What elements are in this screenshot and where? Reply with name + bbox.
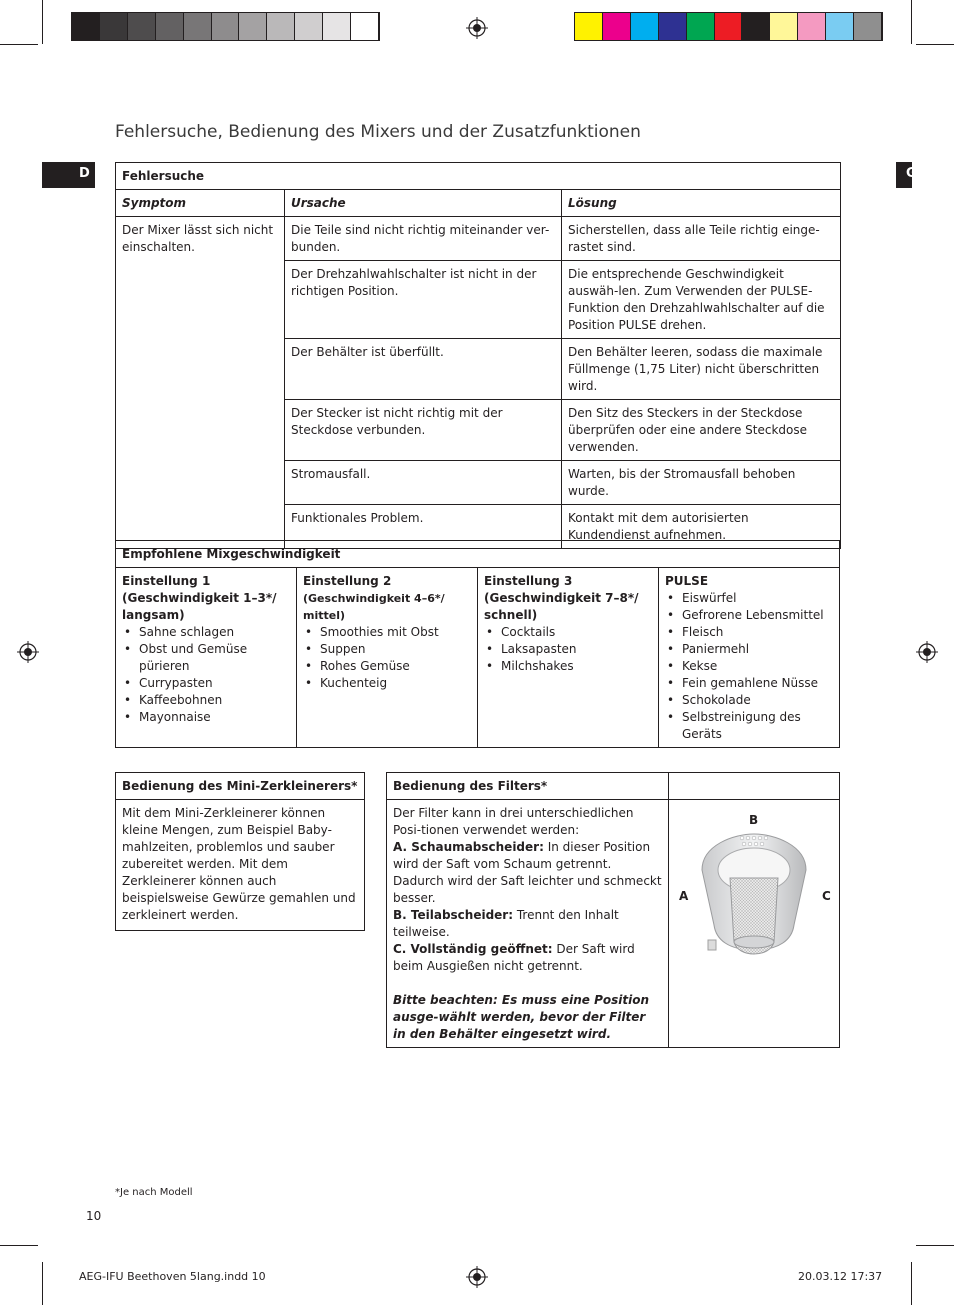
speed-column	[478, 568, 659, 748]
color-swatch	[100, 13, 128, 40]
filter-option-c	[393, 941, 662, 975]
speed-list	[303, 624, 471, 692]
speed-title: Einstellung 3	[484, 574, 573, 588]
troubleshooting-table	[115, 162, 841, 549]
list-item: • Rohes Gemüse	[303, 658, 471, 675]
speed-column	[116, 568, 297, 748]
speed-column	[297, 568, 478, 748]
column-header-solution: Lösung	[562, 190, 841, 217]
speed-list	[484, 624, 652, 675]
color-swatch	[687, 13, 715, 40]
filter-option-b	[393, 907, 662, 941]
color-swatch	[826, 13, 854, 40]
column-header-cause: Ursache	[285, 190, 562, 217]
list-item: • Kaffeebohnen	[122, 692, 290, 709]
color-swatch	[575, 13, 603, 40]
cause-cell: Stromausfall.	[285, 461, 562, 505]
crop-mark	[916, 1245, 954, 1246]
color-swatch	[631, 13, 659, 40]
list-item: • Kekse	[665, 658, 833, 675]
speed-table	[115, 540, 840, 748]
speed-subtitle: schnell)	[484, 608, 538, 622]
list-item: • Selbstreinigung des Geräts	[665, 709, 833, 743]
registration-mark-icon	[17, 641, 39, 663]
filter-option-text: In dieser Position wird der Saft vom Schaum getrennt. Dadurch wird der Saft leichter und schmeckt besser.	[393, 840, 662, 905]
figure-label-b: B	[749, 813, 759, 827]
crop-mark	[911, 0, 912, 44]
figure-label-c: C	[822, 889, 831, 903]
page-title: Fehlersuche, Bedienung des Mixers und der Zusatzfunktionen	[115, 122, 641, 142]
symptom-cell: Der Mixer lässt sich nicht einschalten.	[116, 217, 285, 549]
page-number: 10	[86, 1209, 102, 1223]
filter-figure-cell	[669, 800, 840, 1048]
speed-heading: Empfohlene Mixgeschwindigkeit	[116, 541, 840, 568]
list-item: • Smoothies mit Obst	[303, 624, 471, 641]
filter-intro: Der Filter kann in drei unterschiedlichen Posi-tionen verwendet werden:	[393, 806, 634, 837]
filter-text	[387, 800, 669, 1048]
tab-label: G	[906, 166, 917, 181]
solution-cell: Die entsprechende Geschwindigkeit auswäh-len. Zum Verwenden der PULSE-Funktion den Drehzahlwahlschalter auf die Position PULSE drehen.	[562, 261, 841, 339]
speed-title: PULSE	[665, 574, 709, 588]
crop-mark	[911, 1262, 912, 1305]
language-tab-left	[42, 162, 95, 188]
list-item: • Gefrorene Lebensmittel	[665, 607, 833, 624]
table-row	[116, 217, 841, 261]
color-swatch	[742, 13, 770, 40]
color-swatch	[351, 13, 379, 40]
color-swatch	[239, 13, 267, 40]
color-swatch	[184, 13, 212, 40]
cause-cell: Funktionales Problem.	[285, 505, 562, 549]
crop-mark	[916, 44, 954, 45]
crop-mark	[42, 1262, 43, 1305]
speed-subtitle: langsam)	[122, 608, 185, 622]
figure-label-a: A	[679, 889, 689, 903]
color-swatch	[854, 13, 882, 40]
cause-cell: Der Behälter ist überfüllt.	[285, 339, 562, 400]
slug-filename: AEG-IFU Beethoven 5lang.indd 10	[79, 1270, 266, 1283]
color-swatch	[212, 13, 240, 40]
list-item: • Milchshakes	[484, 658, 652, 675]
cause-cell: Der Drehzahlwahlschalter ist nicht in der richtigen Position.	[285, 261, 562, 339]
solution-cell: Den Behälter leeren, sodass die maximale Füllmenge (1,75 Liter) nicht überschritten wird.	[562, 339, 841, 400]
footnote: *Je nach Modell	[115, 1187, 193, 1198]
filter-note: Bitte beachten: Es muss eine Position ausge-wählt werden, bevor der Filter in den Behälter eingesetzt wird.	[393, 993, 649, 1041]
solution-cell: Den Sitz des Steckers in der Steckdose überprüfen oder eine andere Steckdose verwenden.	[562, 400, 841, 461]
color-swatch	[770, 13, 798, 40]
solution-cell: Sicherstellen, dass alle Teile richtig einge-rastet sind.	[562, 217, 841, 261]
color-swatch	[659, 13, 687, 40]
list-item: • Suppen	[303, 641, 471, 658]
filter-option-label: A. Schaumabscheider:	[393, 840, 544, 854]
color-swatch	[72, 13, 100, 40]
speed-list	[122, 624, 290, 726]
speed-title: Einstellung 2	[303, 574, 392, 588]
solution-cell: Warten, bis der Stromausfall behoben wurde.	[562, 461, 841, 505]
column-header-symptom: Symptom	[116, 190, 285, 217]
list-item: • Sahne schlagen	[122, 624, 290, 641]
speed-subtitle: mittel)	[303, 609, 346, 622]
speed-subtitle: (Geschwindigkeit 7–8*/	[484, 591, 639, 605]
registration-mark-icon	[916, 641, 938, 663]
list-item: • Paniermehl	[665, 641, 833, 658]
crop-mark	[42, 0, 43, 44]
color-swatch	[715, 13, 743, 40]
color-swatch	[798, 13, 826, 40]
filter-heading: Bedienung des Filters*	[387, 773, 669, 800]
registration-mark-icon	[466, 17, 488, 39]
tab-label: D	[79, 166, 90, 181]
filter-option-a	[393, 839, 662, 907]
filter-option-text: Trennt den Inhalt teilweise.	[393, 908, 619, 939]
registration-mark-icon	[466, 1266, 488, 1288]
filter-heading-empty	[669, 773, 840, 800]
list-item: • Mayonnaise	[122, 709, 290, 726]
speed-subtitle: (Geschwindigkeit 4–6*/	[303, 592, 445, 605]
color-swatch	[323, 13, 351, 40]
crop-mark	[0, 1245, 38, 1246]
list-item: • Laksapasten	[484, 641, 652, 658]
speed-title: Einstellung 1	[122, 574, 211, 588]
crop-mark	[0, 44, 38, 45]
cause-cell: Die Teile sind nicht richtig miteinander ver-bunden.	[285, 217, 562, 261]
process-color-bar	[574, 12, 883, 41]
filter-option-text: Der Saft wird beim Ausgießen nicht getrennt.	[393, 942, 635, 973]
color-swatch	[156, 13, 184, 40]
filter-table	[386, 772, 840, 1048]
list-item: • Fleisch	[665, 624, 833, 641]
list-item: • Currypasten	[122, 675, 290, 692]
slug-timestamp: 20.03.12 17:37	[798, 1270, 883, 1283]
mini-chopper-heading: Bedienung des Mini-Zerkleinerers*	[116, 773, 365, 800]
mini-chopper-text: Mit dem Mini-Zerkleinerer können kleine Mengen, zum Beispiel Baby-mahlzeiten, problemlos und sauber zubereitet werden. Mit dem Zerkleinerer können auch beispielsweise Gewürze gemahlen und zerkleinert werden.	[116, 800, 365, 931]
color-swatch	[128, 13, 156, 40]
list-item: • Obst und Gemüse pürieren	[122, 641, 290, 675]
list-item: • Eiswürfel	[665, 590, 833, 607]
color-swatch	[603, 13, 631, 40]
cause-cell: Der Stecker ist nicht richtig mit der Steckdose verbunden.	[285, 400, 562, 461]
mini-chopper-table	[115, 772, 365, 931]
list-item: • Schokolade	[665, 692, 833, 709]
filter-option-label: C. Vollständig geöffnet:	[393, 942, 553, 956]
list-item: • Kuchenteig	[303, 675, 471, 692]
speed-subtitle: (Geschwindigkeit 1–3*/	[122, 591, 277, 605]
speed-list	[665, 590, 833, 743]
color-swatch	[295, 13, 323, 40]
filter-option-label: B. Teilabscheider:	[393, 908, 514, 922]
color-swatch	[267, 13, 295, 40]
list-item: • Fein gemahlene Nüsse	[665, 675, 833, 692]
speed-column	[659, 568, 840, 748]
language-tab-right	[896, 162, 917, 188]
troubleshooting-heading: Fehlersuche	[116, 163, 841, 190]
filter-illustration-icon	[694, 830, 814, 975]
gray-color-bar	[71, 12, 380, 41]
list-item: • Cocktails	[484, 624, 652, 641]
solution-cell: Kontakt mit dem autorisierten Kundendienst aufnehmen.	[562, 505, 841, 549]
